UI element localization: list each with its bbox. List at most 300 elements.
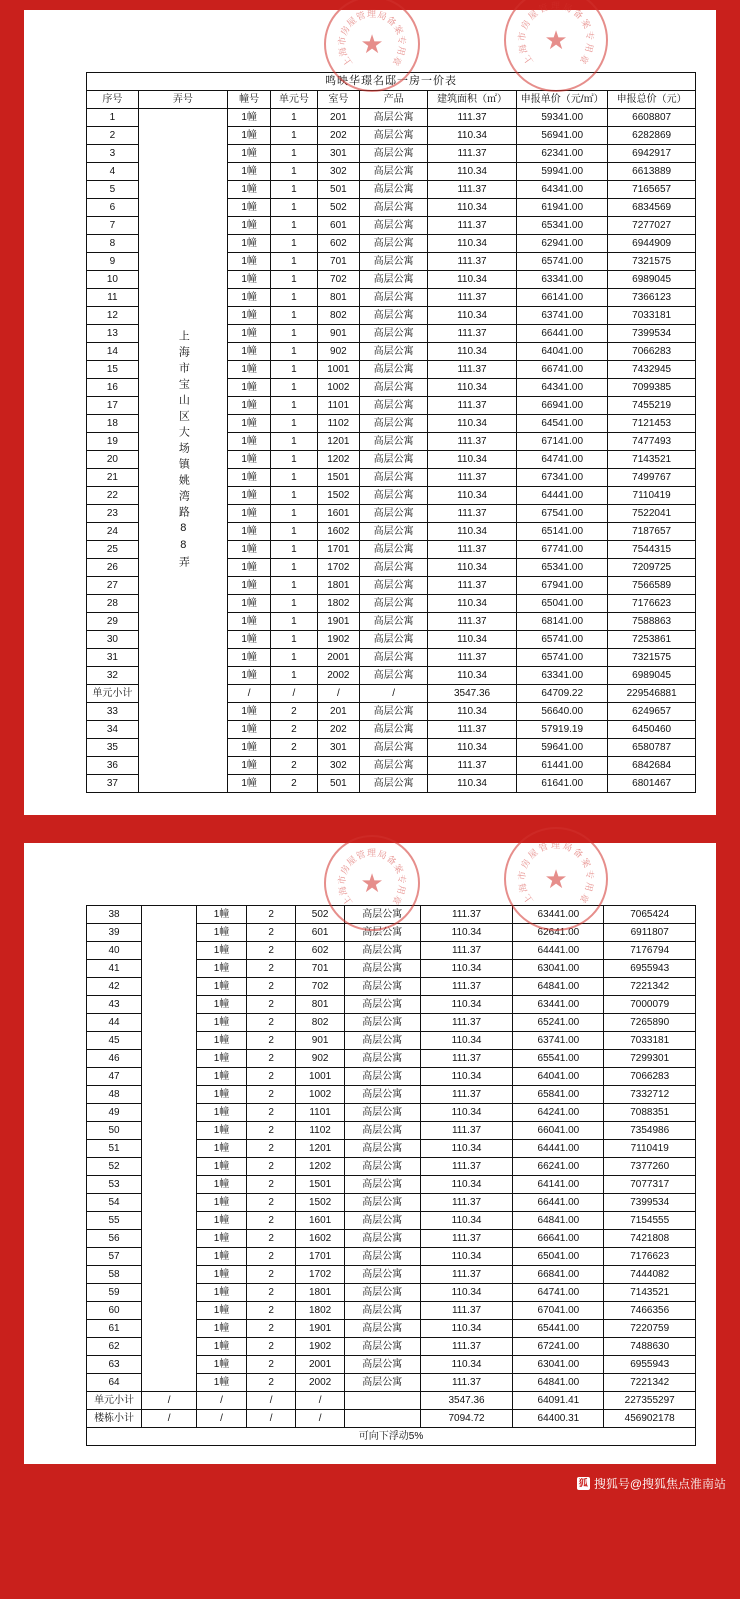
cell-unit-price: 64041.00 — [517, 343, 608, 361]
cell-building: 1幢 — [227, 271, 270, 289]
cell-total-price: 7143521 — [608, 451, 696, 469]
table-note: 可向下浮动5% — [87, 1428, 696, 1446]
cell-total-price: 7477493 — [608, 433, 696, 451]
cell-total-price: 7399534 — [604, 1194, 696, 1212]
cell-unit-price: 65041.00 — [513, 1248, 604, 1266]
cell-area: 111.37 — [420, 1086, 513, 1104]
cell-building: 1幢 — [227, 523, 270, 541]
sheet-divider — [0, 815, 740, 843]
cell-unit: 1 — [271, 523, 317, 541]
cell-unit-price: 64441.00 — [513, 942, 604, 960]
cell-area: 111.37 — [427, 361, 516, 379]
cell-total-price: 7499767 — [608, 469, 696, 487]
cell-unit: 2 — [247, 1194, 296, 1212]
cell-seq: 19 — [87, 433, 139, 451]
cell-seq: 5 — [87, 181, 139, 199]
cell-unit: 1 — [271, 667, 317, 685]
cell-area: 110.34 — [420, 1212, 513, 1230]
cell-building: 1幢 — [197, 1212, 247, 1230]
cell-building: 1幢 — [227, 343, 270, 361]
cell-total-price: 7566589 — [608, 577, 696, 595]
cell-unit-price: 64091.41 — [513, 1392, 604, 1410]
cell-total-price: 7377260 — [604, 1158, 696, 1176]
cell-product: 高层公寓 — [360, 721, 428, 739]
stamp-star-icon: ★ — [360, 29, 384, 59]
cell-seq: 25 — [87, 541, 139, 559]
cell-seq: 40 — [87, 942, 142, 960]
sohu-logo-icon: 狐 — [578, 1478, 588, 1488]
cell-product: 高层公寓 — [344, 960, 420, 978]
cell-seq: 20 — [87, 451, 139, 469]
cell-unit: 2 — [247, 1338, 296, 1356]
cell-room: 1602 — [296, 1230, 344, 1248]
cell-unit: 2 — [247, 924, 296, 942]
cell-unit: 2 — [247, 1032, 296, 1050]
cell-product: / — [360, 685, 428, 703]
cell-unit-price: 63341.00 — [517, 271, 608, 289]
cell-product: 高层公寓 — [360, 127, 428, 145]
cell-area: 110.34 — [427, 235, 516, 253]
cell-seq: 49 — [87, 1104, 142, 1122]
cell-area: 111.37 — [420, 1230, 513, 1248]
cell-room: 1901 — [296, 1320, 344, 1338]
cell-room: 801 — [317, 289, 360, 307]
cell-unit: / — [247, 1392, 296, 1410]
cell-unit: 1 — [271, 487, 317, 505]
cell-product: 高层公寓 — [360, 415, 428, 433]
cell-unit-price: 59641.00 — [517, 739, 608, 757]
cell-area: 110.34 — [420, 1068, 513, 1086]
cell-unit-price: 62941.00 — [517, 235, 608, 253]
cell-unit: 2 — [247, 1086, 296, 1104]
cell-unit-price: 67241.00 — [513, 1338, 604, 1356]
cell-room: 1501 — [296, 1176, 344, 1194]
cell-total-price: 6955943 — [604, 1356, 696, 1374]
cell-building: 1幢 — [227, 307, 270, 325]
cell-total-price: 7187657 — [608, 523, 696, 541]
cell-total-price: 7066283 — [608, 343, 696, 361]
cell-unit: 2 — [271, 739, 317, 757]
cell-product: 高层公寓 — [360, 199, 428, 217]
cell-unit: 1 — [271, 127, 317, 145]
cell-seq: 47 — [87, 1068, 142, 1086]
cell-seq: 22 — [87, 487, 139, 505]
cell-unit-price: 68141.00 — [517, 613, 608, 631]
cell-product: 高层公寓 — [344, 1176, 420, 1194]
cell-unit: 1 — [271, 181, 317, 199]
cell-product — [344, 1410, 420, 1428]
cell-total-price: 7354986 — [604, 1122, 696, 1140]
cell-unit: 2 — [247, 906, 296, 924]
cell-unit-price: 63041.00 — [513, 1356, 604, 1374]
cell-building: 1幢 — [197, 1104, 247, 1122]
cell-building: 1幢 — [227, 253, 270, 271]
cell-unit-price: 64841.00 — [513, 1374, 604, 1392]
cell-unit: 2 — [247, 1050, 296, 1068]
cell-unit-price: 66441.00 — [517, 325, 608, 343]
cell-building: 1幢 — [197, 1302, 247, 1320]
cell-product: 高层公寓 — [360, 523, 428, 541]
cell-product: 高层公寓 — [360, 343, 428, 361]
cell-unit: 1 — [271, 379, 317, 397]
cell-unit: 1 — [271, 595, 317, 613]
cell-product: 高层公寓 — [344, 1086, 420, 1104]
cell-room: 902 — [296, 1050, 344, 1068]
cell-product: 高层公寓 — [344, 1158, 420, 1176]
cell-building: 1幢 — [227, 235, 270, 253]
cell-area: 111.37 — [420, 1014, 513, 1032]
cell-area: 110.34 — [420, 1140, 513, 1158]
col-header-3: 单元号 — [271, 91, 317, 109]
cell-product: 高层公寓 — [344, 1230, 420, 1248]
cell-room: 202 — [317, 721, 360, 739]
cell-seq: 59 — [87, 1284, 142, 1302]
cell-seq: 56 — [87, 1230, 142, 1248]
cell-total-price: 6613889 — [608, 163, 696, 181]
cell-total-price: 6580787 — [608, 739, 696, 757]
cell-total-price: 6989045 — [608, 667, 696, 685]
cell-unit: 2 — [247, 1302, 296, 1320]
cell-total-price: 7455219 — [608, 397, 696, 415]
cell-product: 高层公寓 — [360, 649, 428, 667]
cell-building: 1幢 — [227, 289, 270, 307]
cell-area: 110.34 — [427, 739, 516, 757]
cell-product: 高层公寓 — [344, 1284, 420, 1302]
cell-seq: 1 — [87, 109, 139, 127]
cell-unit-price: 65741.00 — [517, 631, 608, 649]
cell-room: 1001 — [296, 1068, 344, 1086]
cell-room: 302 — [317, 163, 360, 181]
cell-area: 111.37 — [420, 906, 513, 924]
cell-seq: 61 — [87, 1320, 142, 1338]
cell-product: 高层公寓 — [344, 1104, 420, 1122]
cell-seq: 37 — [87, 775, 139, 793]
cell-total-price: 7265890 — [604, 1014, 696, 1032]
note-row — [87, 1428, 696, 1446]
cell-building: 1幢 — [227, 649, 270, 667]
cell-building: 1幢 — [227, 145, 270, 163]
cell-total-price: 6608807 — [608, 109, 696, 127]
cell-seq: 24 — [87, 523, 139, 541]
cell-unit-price: 56640.00 — [517, 703, 608, 721]
cell-product: 高层公寓 — [360, 379, 428, 397]
cell-building: 1幢 — [197, 1266, 247, 1284]
sheet-1-content — [24, 10, 716, 815]
cell-building: 1幢 — [227, 451, 270, 469]
cell-unit: 1 — [271, 325, 317, 343]
cell-building: 1幢 — [227, 505, 270, 523]
cell-unit: 1 — [271, 577, 317, 595]
cell-building: 1幢 — [227, 379, 270, 397]
cell-room: 601 — [317, 217, 360, 235]
cell-building: 1幢 — [227, 397, 270, 415]
cell-area: 110.34 — [427, 667, 516, 685]
cell-seq: 55 — [87, 1212, 142, 1230]
cell-area: 110.34 — [427, 775, 516, 793]
cell-product: 高层公寓 — [360, 487, 428, 505]
cell-total-price: 6911807 — [604, 924, 696, 942]
cell-product: 高层公寓 — [344, 1194, 420, 1212]
cell-unit-price: 65441.00 — [513, 1320, 604, 1338]
cell-unit-price: 66241.00 — [513, 1158, 604, 1176]
cell-total-price: 7332712 — [604, 1086, 696, 1104]
cell-total-price: 7299301 — [604, 1050, 696, 1068]
cell-unit-price: 67341.00 — [517, 469, 608, 487]
cell-total-price: 7066283 — [604, 1068, 696, 1086]
cell-total-price: 6842684 — [608, 757, 696, 775]
cell-room: 702 — [296, 978, 344, 996]
cell-product: 高层公寓 — [360, 667, 428, 685]
cell-building: 1幢 — [227, 613, 270, 631]
cell-room: 1502 — [296, 1194, 344, 1212]
cell-total-price: 7176623 — [608, 595, 696, 613]
col-header-0: 序号 — [87, 91, 139, 109]
cell-room: 901 — [317, 325, 360, 343]
cell-total-price: 7121453 — [608, 415, 696, 433]
cell-unit: 1 — [271, 505, 317, 523]
cell-unit-price: 62641.00 — [513, 924, 604, 942]
cell-total-price: 7110419 — [608, 487, 696, 505]
cell-area: 111.37 — [427, 397, 516, 415]
cell-room: 1701 — [296, 1248, 344, 1266]
cell-product: 高层公寓 — [344, 942, 420, 960]
cell-unit: 1 — [271, 433, 317, 451]
cell-room: 201 — [317, 109, 360, 127]
cell-seq: 2 — [87, 127, 139, 145]
cell-unit-price: 66641.00 — [513, 1230, 604, 1248]
cell-building: 1幢 — [227, 127, 270, 145]
cell-total-price: 6955943 — [604, 960, 696, 978]
cell-building: 1幢 — [227, 739, 270, 757]
table-header-row — [87, 91, 696, 109]
cell-total-price: 7399534 — [608, 325, 696, 343]
cell-room: 1601 — [317, 505, 360, 523]
cell-unit-price: 66141.00 — [517, 289, 608, 307]
cell-seq: 43 — [87, 996, 142, 1014]
cell-room: 2002 — [296, 1374, 344, 1392]
cell-building: 1幢 — [197, 960, 247, 978]
footer-bar — [0, 1464, 740, 1498]
cell-total-price: 7277027 — [608, 217, 696, 235]
cell-product: 高层公寓 — [344, 1068, 420, 1086]
cell-room: 701 — [296, 960, 344, 978]
cell-unit: 1 — [271, 361, 317, 379]
cell-unit-price: 64241.00 — [513, 1104, 604, 1122]
cell-seq: 63 — [87, 1356, 142, 1374]
cell-seq: 13 — [87, 325, 139, 343]
cell-area: 110.34 — [427, 631, 516, 649]
cell-area: 110.34 — [420, 1176, 513, 1194]
cell-unit-price: 64341.00 — [517, 181, 608, 199]
cell-building: 1幢 — [227, 595, 270, 613]
cell-building: 1幢 — [227, 361, 270, 379]
cell-product: 高层公寓 — [360, 361, 428, 379]
lane-address-text: 上海市宝山区大场镇姚湾路88弄 — [177, 329, 190, 572]
cell-unit-price: 59341.00 — [517, 109, 608, 127]
cell-unit: 2 — [247, 1122, 296, 1140]
cell-product: 高层公寓 — [344, 1212, 420, 1230]
cell-room: 1102 — [317, 415, 360, 433]
cell-product: 高层公寓 — [360, 775, 428, 793]
cell-building: 1幢 — [227, 433, 270, 451]
cell-area: 110.34 — [420, 1032, 513, 1050]
cell-lane-number: / — [142, 1410, 197, 1428]
cell-total-price: 7221342 — [604, 1374, 696, 1392]
cell-unit-price: 65841.00 — [513, 1086, 604, 1104]
cell-product: 高层公寓 — [344, 1374, 420, 1392]
cell-area: 110.34 — [420, 996, 513, 1014]
cell-area: 110.34 — [427, 487, 516, 505]
cell-unit: 1 — [271, 289, 317, 307]
cell-building: 1幢 — [227, 703, 270, 721]
cell-product: 高层公寓 — [360, 163, 428, 181]
cell-area: 110.34 — [420, 960, 513, 978]
cell-product: 高层公寓 — [344, 1122, 420, 1140]
cell-seq: 12 — [87, 307, 139, 325]
cell-seq: 4 — [87, 163, 139, 181]
cell-seq: 23 — [87, 505, 139, 523]
cell-unit-price: 65041.00 — [517, 595, 608, 613]
cell-building: 1幢 — [197, 1356, 247, 1374]
cell-area: 110.34 — [427, 451, 516, 469]
col-header-2: 幢号 — [227, 91, 270, 109]
cell-seq: 7 — [87, 217, 139, 235]
cell-seq: 21 — [87, 469, 139, 487]
cell-area: 111.37 — [420, 1302, 513, 1320]
cell-unit: 1 — [271, 649, 317, 667]
cell-total-price: 6450460 — [608, 721, 696, 739]
cell-area: 111.37 — [427, 145, 516, 163]
cell-unit: 1 — [271, 199, 317, 217]
cell-building: 1幢 — [197, 1122, 247, 1140]
subtotal-label: 单元小计 — [87, 685, 139, 703]
cell-seq: 38 — [87, 906, 142, 924]
cell-unit: 2 — [247, 1212, 296, 1230]
cell-area: 111.37 — [427, 505, 516, 523]
cell-unit: 2 — [247, 1284, 296, 1302]
cell-room: 901 — [296, 1032, 344, 1050]
stamp-star-icon: ★ — [544, 25, 568, 55]
cell-area: 110.34 — [420, 1104, 513, 1122]
cell-seq: 29 — [87, 613, 139, 631]
cell-area: 111.37 — [420, 1194, 513, 1212]
cell-unit: 2 — [247, 1104, 296, 1122]
cell-product: 高层公寓 — [344, 906, 420, 924]
cell-product: 高层公寓 — [344, 1266, 420, 1284]
cell-unit: 1 — [271, 541, 317, 559]
cell-product: 高层公寓 — [360, 595, 428, 613]
cell-unit-price: 65341.00 — [517, 559, 608, 577]
cell-unit-price: 67141.00 — [517, 433, 608, 451]
cell-seq: 51 — [87, 1140, 142, 1158]
cell-building: 1幢 — [227, 667, 270, 685]
cell-building: 1幢 — [197, 906, 247, 924]
cell-area: 111.37 — [420, 942, 513, 960]
cell-product: 高层公寓 — [360, 559, 428, 577]
cell-total-price: 6942917 — [608, 145, 696, 163]
cell-unit: 1 — [271, 397, 317, 415]
cell-seq: 57 — [87, 1248, 142, 1266]
cell-total-price: 7544315 — [608, 541, 696, 559]
cell-unit: 1 — [271, 217, 317, 235]
cell-total-price: 7143521 — [604, 1284, 696, 1302]
cell-unit: 2 — [271, 757, 317, 775]
cell-product: 高层公寓 — [360, 505, 428, 523]
cell-unit-price: 64709.22 — [517, 685, 608, 703]
cell-total-price: 7522041 — [608, 505, 696, 523]
cell-building: 1幢 — [197, 1158, 247, 1176]
cell-product: 高层公寓 — [360, 145, 428, 163]
cell-total-price: 7466356 — [604, 1302, 696, 1320]
cell-total-price: 7110419 — [604, 1140, 696, 1158]
cell-room: 1701 — [317, 541, 360, 559]
cell-room: 2001 — [296, 1356, 344, 1374]
cell-room: 1101 — [317, 397, 360, 415]
cell-room: 601 — [296, 924, 344, 942]
cell-unit: 2 — [247, 1140, 296, 1158]
cell-room: 1002 — [317, 379, 360, 397]
cell-seq: 42 — [87, 978, 142, 996]
cell-total-price: 7444082 — [604, 1266, 696, 1284]
col-header-4: 室号 — [317, 91, 360, 109]
cell-product: 高层公寓 — [344, 1140, 420, 1158]
cell-total-price: 7154555 — [604, 1212, 696, 1230]
cell-area: 110.34 — [420, 924, 513, 942]
cell-total-price: 6989045 — [608, 271, 696, 289]
watermark — [577, 1475, 726, 1492]
cell-total-price: 7077317 — [604, 1176, 696, 1194]
cell-product: 高层公寓 — [360, 217, 428, 235]
subtotal-row-label: 单元小计 — [87, 1392, 142, 1410]
cell-area: 110.34 — [420, 1320, 513, 1338]
cell-seq: 64 — [87, 1374, 142, 1392]
cell-room: 201 — [317, 703, 360, 721]
cell-building: 1幢 — [197, 1320, 247, 1338]
stamp-arc-text: 上 海 市 房 屋 管 理 局 备 案 专 用 章 — [516, 1, 596, 67]
cell-room: 1902 — [317, 631, 360, 649]
cell-unit-price: 63741.00 — [517, 307, 608, 325]
cell-room: 802 — [317, 307, 360, 325]
cell-unit: 1 — [271, 469, 317, 487]
cell-area: 110.34 — [427, 703, 516, 721]
cell-room: / — [296, 1410, 344, 1428]
cell-product: 高层公寓 — [344, 1014, 420, 1032]
cell-room: 1002 — [296, 1086, 344, 1104]
cell-room: 801 — [296, 996, 344, 1014]
table-row — [87, 109, 696, 127]
cell-total-price: 7321575 — [608, 253, 696, 271]
cell-building: 1幢 — [197, 1140, 247, 1158]
col-header-1: 弄号 — [138, 91, 227, 109]
cell-total-price: 7088351 — [604, 1104, 696, 1122]
cell-unit: 1 — [271, 343, 317, 361]
cell-unit-price: 65341.00 — [517, 217, 608, 235]
cell-unit: / — [247, 1410, 296, 1428]
cell-room: 501 — [317, 775, 360, 793]
cell-room: 702 — [317, 271, 360, 289]
cell-area: 111.37 — [427, 289, 516, 307]
cell-building: 1幢 — [227, 487, 270, 505]
cell-area: 111.37 — [427, 541, 516, 559]
cell-product: 高层公寓 — [344, 1302, 420, 1320]
cell-seq: 36 — [87, 757, 139, 775]
cell-seq: 3 — [87, 145, 139, 163]
cell-room: 301 — [317, 739, 360, 757]
cell-room: 602 — [317, 235, 360, 253]
cell-unit-price: 56941.00 — [517, 127, 608, 145]
cell-unit: 2 — [247, 1374, 296, 1392]
cell-room: 301 — [317, 145, 360, 163]
